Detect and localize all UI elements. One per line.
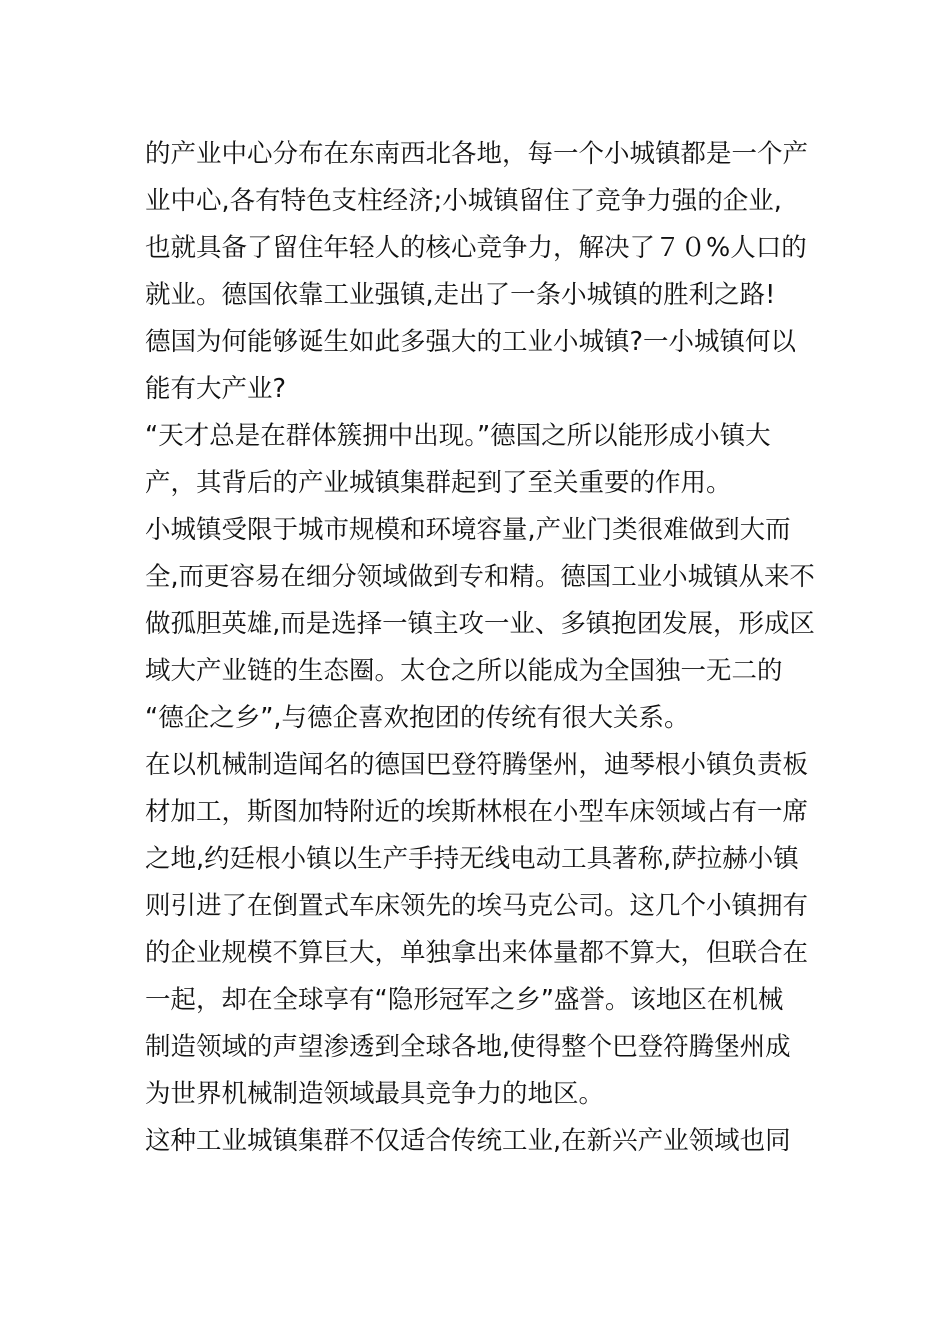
body-text: [145, 131, 815, 1165]
text-line: 全,而更容易在细分领域做到专和精。德国工业小城镇从来不: [145, 562, 815, 592]
text-line: “天才总是在群体簇拥中出现。”德国之所以能形成小镇大: [145, 421, 771, 451]
text-line: “德企之乡”,与德企喜欢抱团的传统有很大关系。: [145, 703, 690, 733]
text-line: 一起，却在全球享有“隐形冠军之乡”盛誉。该地区在机械: [145, 985, 784, 1015]
text-line: 产，其背后的产业城镇集群起到了至关重要的作用。: [145, 468, 732, 498]
text-line: 则引进了在倒置式车床领先的埃马克公司。这几个小镇拥有: [145, 891, 809, 921]
text-line: 在以机械制造闻名的德国巴登符腾堡州，迪琴根小镇负责板: [145, 750, 809, 780]
text-line: 的产业中心分布在东南西北各地，每一个小城镇都是一个产: [145, 139, 809, 169]
text-line: 之地,约廷根小镇以生产手持无线电动工具著称,萨拉赫小镇: [145, 844, 799, 874]
text-line: 能有大产业?: [145, 374, 287, 404]
text-line: 做孤胆英雄,而是选择一镇主攻一业、多镇抱团发展，形成区: [145, 609, 815, 639]
text-line: 小城镇受限于城市规模和环境容量,产业门类很难做到大而: [145, 515, 791, 545]
text-line: 为世界机械制造领域最具竞争力的地区。: [145, 1079, 605, 1109]
text-line: 就业。德国依靠工业强镇,走出了一条小城镇的胜利之路!: [145, 280, 776, 310]
text-line: 制造领域的声望渗透到全球各地,使得整个巴登符腾堡州成: [145, 1032, 791, 1062]
text-line: 业中心,各有特色支柱经济;小城镇留住了竞争力强的企业,: [145, 186, 782, 216]
text-line: 材加工，斯图加特附近的埃斯林根在小型车床领域占有一席: [145, 797, 809, 827]
text-line: 这种工业城镇集群不仅适合传统工业,在新兴产业领域也同: [145, 1126, 791, 1156]
text-line: 也就具备了留住年轻人的核心竞争力，解决了７０%人口的: [145, 233, 807, 263]
text-line: 的企业规模不算巨大，单独拿出来体量都不算大，但联合在: [145, 938, 809, 968]
text-line: 域大产业链的生态圈。太仓之所以能成为全国独一无二的: [145, 656, 783, 686]
text-line: 德国为何能够诞生如此多强大的工业小城镇?一小城镇何以: [145, 327, 797, 357]
